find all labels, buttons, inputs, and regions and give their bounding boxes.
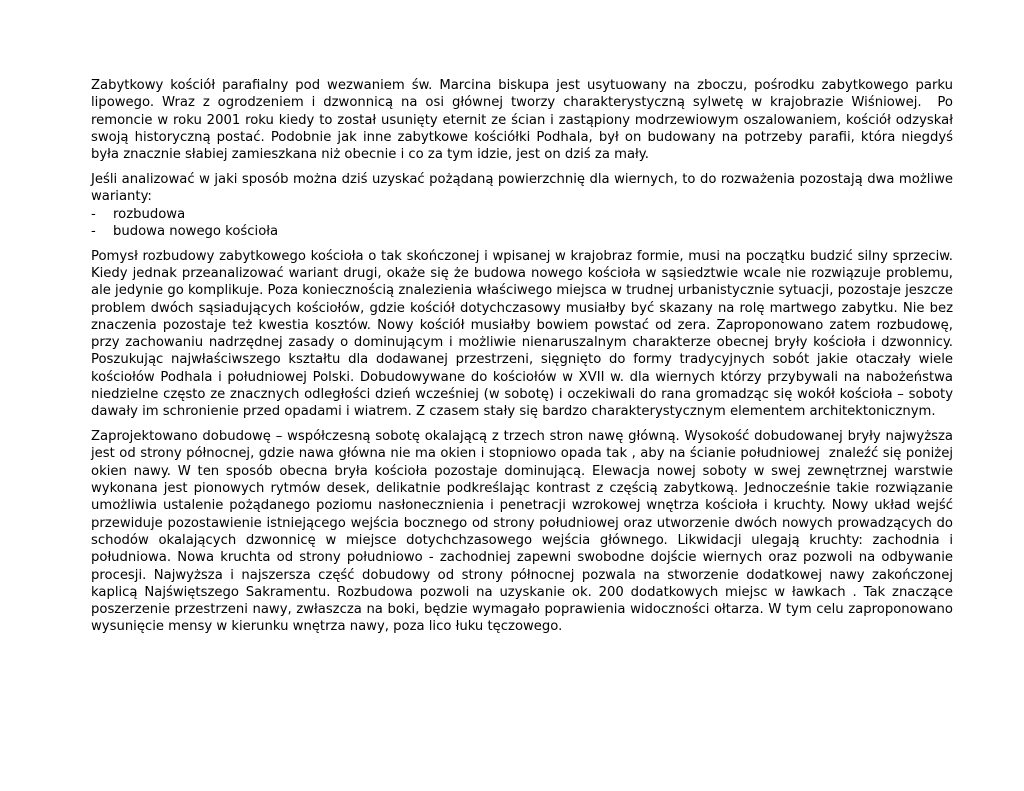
- list-item: [91, 223, 953, 240]
- list-item-text: rozbudowa: [113, 206, 186, 222]
- paragraph-design-description: Zaprojektowano dobudowę – współczesną sobotę okalającą z trzech stron nawę główną. Wysokość dobudowanej bryły najwyższa jest od strony północnej, gdzie nawa główna nie ma okien i stopniowo opada tak , aby na ścianie południowej znaleźć się poniżej okien nawy. W ten sposób obecna bryła kościoła pozostaje dominującą. Elewacja nowej soboty w swej zewnętrznej warstwie wykonana jest pionowych rytmów desek, delikatnie podkreślając kontrast z częścią zabytkową. Jednocześnie takie rozwiązanie umożliwia ustalenie pożądanego poziomu nasłonecznienia i penetracji wzrokowej wnętrza kościoła i kruchty. Nowy układ wejść przewiduje pozostawienie istniejącego wejścia bocznego od strony południowej oraz utworzenie dwóch nowych prowadzących do schodów okalających dzwonnicę w miejsce dotychchzasowego wejścia głównego. Likwidacji ulegają kruchty: zachodnia i południowa. Nowa kruchta od strony południowo - zachodniej zapewni swobodne dojście wiernych oraz pozwoli na odbywanie procesji. Najwyższa i najszersza część dobudowy od strony północnej pozwala na stworzenie dodatkowej nawy zakończonej kaplicą Najświętszego Sakramentu. Rozbudowa pozwoli na uzyskanie ok. 200 dodatkowych miejsc w ławkach . Tak znaczące poszerzenie przestrzeni nawy, zwłaszcza na boki, będzie wymagało poprawienia widoczności ołtarza. W tym celu zaproponowano wysunięcie mensy w kierunku wnętrza nawy, poza lico łuku tęczowego.: [91, 429, 958, 635]
- list-bullet: -: [91, 206, 96, 222]
- list-bullet: -: [91, 223, 96, 239]
- variants-list: [91, 206, 953, 241]
- paragraph-variants-intro: Jeśli analizować w jaki sposób można dziś uzyskać pożądaną powierzchnię dla wiernych, to do rozważenia pozostają dwa możliwe warianty:: [91, 171, 958, 205]
- paragraph-extension-concept: Pomysł rozbudowy zabytkowego kościoła o tak skończonej i wpisanej w krajobraz formie, musi na początku budzić silny sprzeciw. Kiedy jednak przeanalizować wariant drugi, okaże się że budowa nowego kościoła w sąsiedztwie wcale nie rozwiązuje problemu, ale jedynie go komplikuje. Poza koniecznością znalezienia właściwego miejsca w trudnej urbanistycznie sytuacji, pozostaje jeszcze problem dwóch sąsiadujących kościołów, gdzie kościół dotychczasowy musiałby być skazany na rolę martwego zabytku. Nie bez znaczenia pozostaje też kwestia kosztów. Nowy kościół musiałby bowiem powstać od zera. Zaproponowano zatem rozbudowę, przy zachowaniu nadrzędnej zasady o dominującym i możliwie nienaruszalnym charakterze obecnej bryły kościoła i dzwonnicy. Poszukując najwłaściwszego kształtu dla dodawanej przestrzeni, sięgnięto do formy tradycyjnych sobót jakie otaczały wiele kościołów Podhala i południowej Polski. Dobudowywane do kościołów w XVII w. dla wiernych którzy przybywali na nabożeństwa niedzielne często ze znacznych odległości dzień wcześniej (w sobotę) i oczekiwali do rana gromadząc się wokół kościoła – soboty dawały im schronienie przed opadami i wiatrem. Z czasem stały się bardzo charakterystycznym elementem architektonicznym.: [91, 248, 962, 420]
- paragraph-church-history: Zabytkowy kościół parafialny pod wezwaniem św. Marcina biskupa jest usytuowany na zboczu, pośrodku zabytkowego parku lipowego. Wraz z ogrodzeniem i dzwonnicą na osi głównej tworzy charakterystyczną sylwetę w krajobrazie Wiśniowej. Po remoncie w roku 2001 roku kiedy to został usunięty eternit ze ścian i zastąpiony modrzewiowym oszalowaniem, kościół odzyskał swoją historyczną postać. Podobnie jak inne zabytkowe kościółki Podhala, był on budowany na potrzeby parafii, która niegdyś była znacznie słabiej zamieszkana niż obecnie i co za tym idzie, jest on dziś za mały.: [91, 78, 958, 163]
- document-page: [91, 77, 962, 643]
- list-item-text: budowa nowego kościoła: [113, 223, 279, 239]
- list-item: [91, 206, 953, 223]
